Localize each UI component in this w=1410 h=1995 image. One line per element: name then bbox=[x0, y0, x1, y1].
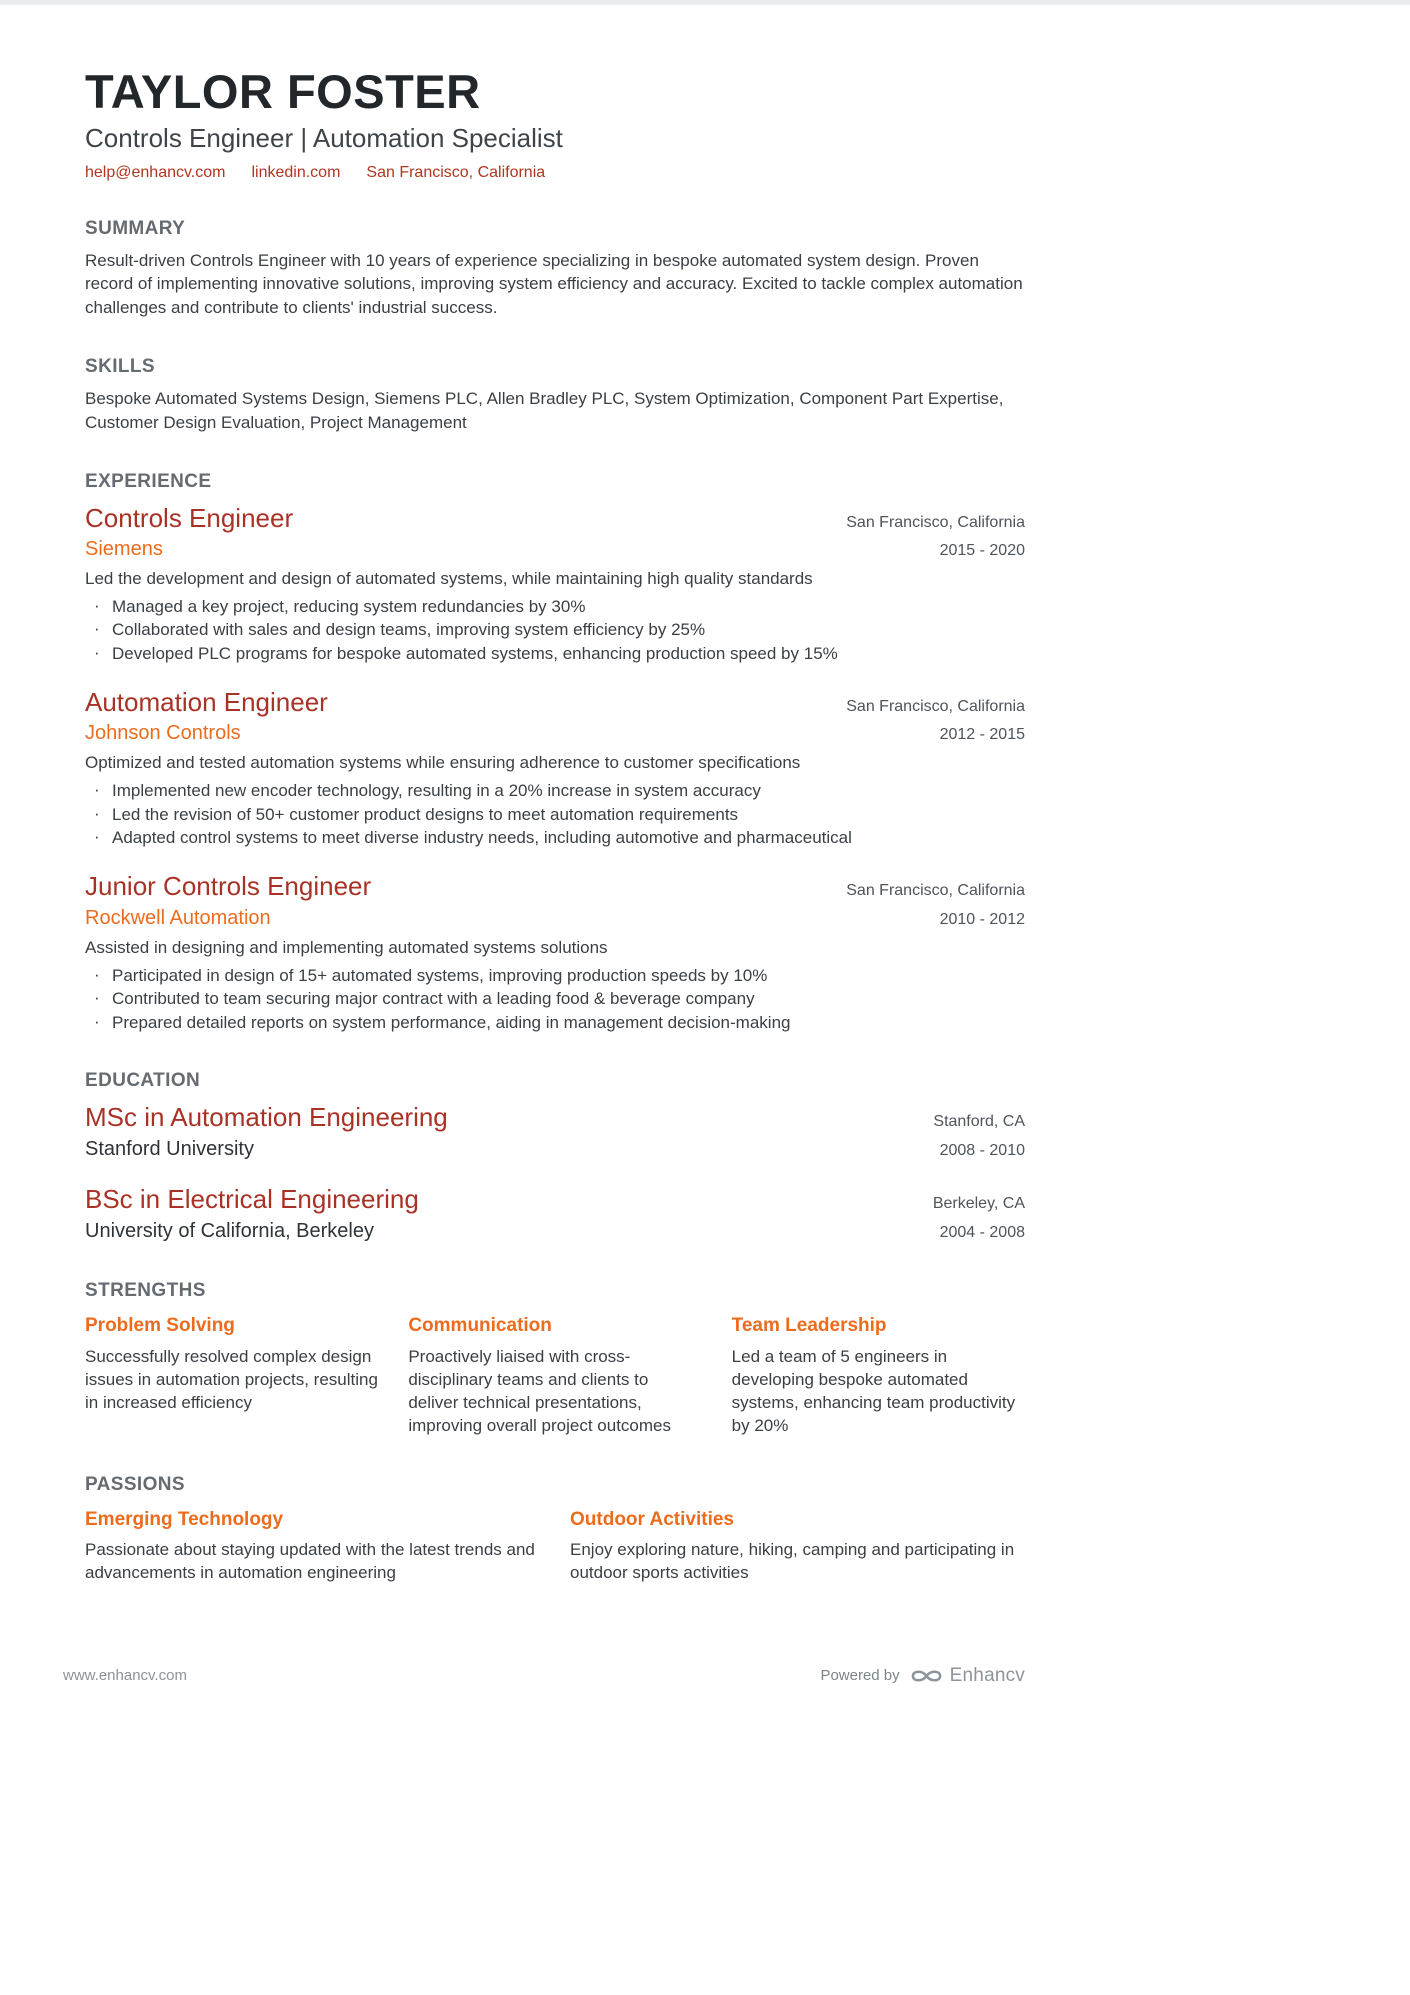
strength-title: Communication bbox=[408, 1315, 552, 1337]
passion-text: Passionate about staying updated with the latest trends and advancements in automation engineering bbox=[85, 1540, 535, 1583]
headline: Controls Engineer | Automation Specialist bbox=[85, 123, 563, 154]
strength-title: Team Leadership bbox=[731, 1315, 887, 1337]
skills-text: Bespoke Automated Systems Design, Siemens PLC, Allen Bradley PLC, System Optimization, Component Part Expertise, Customer Design Evaluation, Project Management bbox=[85, 388, 1004, 432]
job-dates: 2015 - 2020 bbox=[939, 541, 1025, 559]
education-entry bbox=[85, 1184, 1025, 1244]
school-name: Stanford University bbox=[85, 1138, 254, 1161]
bullet: · Led the revision of 50+ customer product designs to meet automation requirements bbox=[85, 803, 1025, 826]
skills-heading: SKILLS bbox=[85, 355, 155, 377]
passion-item bbox=[570, 1508, 1025, 1585]
skills-section bbox=[85, 356, 1025, 435]
experience-entry bbox=[85, 687, 1025, 849]
job-title: Controls Engineer bbox=[85, 502, 294, 533]
company-name: Siemens bbox=[85, 537, 163, 560]
degree-location: Berkeley, CA bbox=[932, 1195, 1025, 1213]
enhancv-logo[interactable] bbox=[910, 1665, 1025, 1687]
passion-title: Outdoor Activities bbox=[570, 1508, 734, 1530]
powered-by-label: Powered by bbox=[820, 1667, 900, 1684]
bullet: · Contributed to team securing major contract with a leading food & beverage company bbox=[85, 987, 1025, 1010]
job-summary: Led the development and design of automated systems, while maintaining high quality standards bbox=[85, 568, 813, 588]
enhancv-website-link[interactable]: www.enhancv.com bbox=[63, 1667, 187, 1684]
strengths-grid bbox=[85, 1314, 1025, 1437]
summary-section bbox=[85, 218, 1025, 320]
bullet: · Implemented new encoder technology, resulting in a 20% increase in system accuracy bbox=[85, 779, 1025, 802]
experience-section bbox=[85, 471, 1025, 1034]
email-link[interactable]: help@enhancv.com bbox=[85, 163, 226, 181]
experience-entry bbox=[85, 871, 1025, 1033]
job-location: San Francisco, California bbox=[846, 882, 1025, 900]
summary-heading: SUMMARY bbox=[85, 217, 186, 239]
enhancv-brand-text: Enhancv bbox=[949, 1664, 1025, 1686]
job-location: San Francisco, California bbox=[846, 698, 1025, 715]
powered-by bbox=[820, 1665, 1025, 1687]
job-title: Automation Engineer bbox=[85, 687, 328, 717]
experience-entry bbox=[85, 503, 1025, 665]
passion-title: Emerging Technology bbox=[85, 1508, 284, 1530]
company-name: Rockwell Automation bbox=[85, 906, 271, 929]
resume-content bbox=[85, 67, 1025, 1585]
degree-dates: 2008 - 2010 bbox=[939, 1142, 1025, 1160]
passions-heading: PASSIONS bbox=[85, 1473, 185, 1495]
bullet: · Participated in design of 15+ automated systems, improving production speeds by 10% bbox=[85, 964, 1025, 987]
job-bullets bbox=[85, 779, 1025, 849]
job-summary: Assisted in designing and implementing automated systems solutions bbox=[85, 937, 608, 957]
degree-dates: 2004 - 2008 bbox=[939, 1224, 1025, 1242]
bullet: · Collaborated with sales and design teams, improving system efficiency by 25% bbox=[85, 618, 1025, 641]
name-heading: TAYLOR FOSTER bbox=[85, 65, 481, 118]
strength-item bbox=[85, 1314, 378, 1437]
bullet: · Developed PLC programs for bespoke automated systems, enhancing production speed by 15% bbox=[85, 642, 1025, 665]
degree-location: Stanford, CA bbox=[933, 1112, 1025, 1130]
strength-text: Led a team of 5 engineers in developing bespoke automated systems, enhancing team productivity by 20% bbox=[731, 1347, 1016, 1436]
bullet: · Managed a key project, reducing system redundancies by 30% bbox=[85, 595, 1025, 618]
bullet: · Prepared detailed reports on system performance, aiding in management decision-making bbox=[85, 1011, 1025, 1034]
education-entry bbox=[85, 1102, 1025, 1162]
education-heading: EDUCATION bbox=[85, 1069, 201, 1091]
passion-item bbox=[85, 1508, 540, 1585]
contact-row bbox=[85, 164, 1025, 182]
strength-title: Problem Solving bbox=[85, 1315, 235, 1337]
resume-header bbox=[85, 67, 1025, 182]
strength-item bbox=[732, 1314, 1025, 1437]
job-title: Junior Controls Engineer bbox=[85, 871, 372, 902]
strength-item bbox=[408, 1314, 701, 1437]
school-name: University of California, Berkeley bbox=[85, 1220, 374, 1243]
passions-section bbox=[85, 1474, 1025, 1585]
linkedin-link[interactable]: linkedin.com bbox=[251, 163, 341, 181]
page-footer bbox=[63, 1665, 1025, 1687]
enhancv-infinity-icon bbox=[910, 1667, 943, 1685]
location-text: San Francisco, California bbox=[366, 163, 546, 181]
job-location: San Francisco, California bbox=[846, 513, 1025, 531]
strength-text: Proactively liaised with cross-disciplinary teams and clients to deliver technical presentations, improving overall project outcomes bbox=[408, 1347, 671, 1436]
strength-text: Successfully resolved complex design issues in automation projects, resulting in increased efficiency bbox=[85, 1347, 378, 1413]
job-bullets bbox=[85, 964, 1025, 1034]
degree-title: BSc in Electrical Engineering bbox=[85, 1184, 419, 1215]
passions-grid bbox=[85, 1508, 1025, 1585]
bullet: · Adapted control systems to meet diverse industry needs, including automotive and pharmaceutical bbox=[85, 826, 1025, 849]
strengths-section bbox=[85, 1280, 1025, 1437]
education-section bbox=[85, 1070, 1025, 1244]
job-dates: 2010 - 2012 bbox=[939, 910, 1025, 928]
summary-text: Result-driven Controls Engineer with 10 years of experience specializing in bespoke automated system design. Proven record of implementing innovative solutions, improving system efficiency and accuracy. Excited to tackle complex automation challenges and contribute to clients' industrial success. bbox=[85, 250, 1023, 318]
job-dates: 2012 - 2015 bbox=[939, 726, 1025, 744]
degree-title: MSc in Automation Engineering bbox=[85, 1101, 448, 1132]
company-name: Johnson Controls bbox=[85, 722, 241, 745]
job-bullets bbox=[85, 595, 1025, 665]
job-summary: Optimized and tested automation systems while ensuring adherence to customer specifications bbox=[85, 753, 801, 773]
experience-heading: EXPERIENCE bbox=[85, 470, 212, 492]
passion-text: Enjoy exploring nature, hiking, camping and participating in outdoor sports activities bbox=[570, 1540, 1015, 1583]
strengths-heading: STRENGTHS bbox=[85, 1280, 206, 1302]
